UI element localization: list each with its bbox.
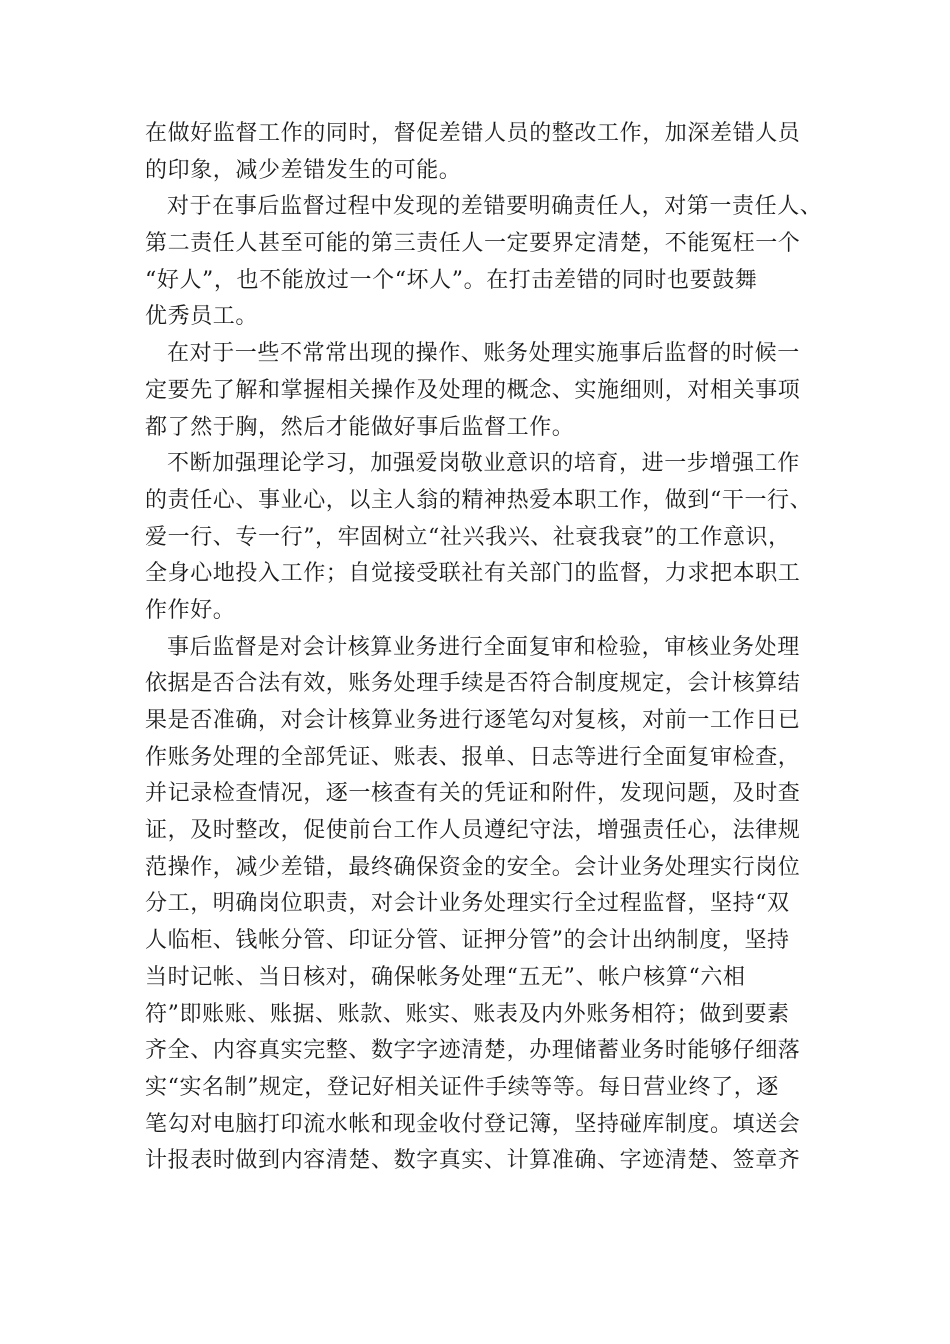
paragraph — [145, 336, 825, 446]
text-line: 符”即账账、账据、账款、账实、账表及内外账务相符；做到要素 — [145, 1001, 790, 1027]
text-line: 证，及时整改，促使前台工作人员遵纪守法，增强责任心，法律规 — [145, 818, 801, 844]
text-line: 事后监督是对会计核算业务进行全面复审和检验，审核业务处理 — [167, 634, 800, 660]
text-line: 人临柜、钱帐分管、印证分管、证押分管”的会计出纳制度，坚持 — [145, 928, 790, 954]
text-line: 全身心地投入工作；自觉接受联社有关部门的监督，力求把本职工 — [145, 561, 801, 587]
text-line: 分工，明确岗位职责，对会计业务处理实行全过程监督，坚持“双 — [145, 891, 790, 917]
text-line: 爱一行、专一行”，牢固树立“社兴我兴、社衰我衰”的工作意识， — [145, 524, 791, 550]
text-line: 实“实名制”规定，登记好相关证件手续等等。每日营业终了，逐 — [145, 1074, 779, 1100]
text-line: 对于在事后监督过程中发现的差错要明确责任人，对第一责任人、 — [167, 194, 823, 220]
text-line: 依据是否合法有效，账务处理手续是否符合制度规定，会计核算结 — [145, 671, 801, 697]
text-line: 果是否准确，对会计核算业务进行逐笔勾对复核，对前一工作日已 — [145, 708, 801, 733]
paragraph — [145, 446, 825, 629]
text-line: 笔勾对电脑打印流水帐和现金收付登记簿，坚持碰库制度。填送会 — [145, 1111, 801, 1137]
text-line: 在做好监督工作的同时，督促差错人员的整改工作，加深差错人员 — [145, 121, 801, 146]
text-line: 作作好。 — [145, 597, 236, 623]
text-line: 在对于一些不常常出现的操作、账务处理实施事后监督的时候一 — [167, 341, 800, 367]
text-line: 作账务处理的全部凭证、账表、报单、日志等进行全面复审检查， — [145, 744, 801, 770]
text-line: 不断加强理论学习，加强爱岗敬业意识的培育，进一步增强工作 — [167, 451, 800, 477]
text-line: “好人”，也不能放过一个“坏人”。在打击差错的同时也要鼓舞 — [145, 267, 758, 293]
text-line: 范操作，减少差错，最终确保资金的安全。会计业务处理实行岗位 — [145, 854, 801, 880]
text-line: 的责任心、事业心，以主人翁的精神热爱本职工作，做到“干一行、 — [145, 487, 813, 513]
text-line: 齐全、内容真实完整、数字字迹清楚，办理储蓄业务时能够仔细落 — [145, 1038, 801, 1064]
text-line: 第二责任人甚至可能的第三责任人一定要界定清楚，不能冤枉一个 — [145, 231, 801, 257]
paragraph — [145, 116, 825, 189]
paragraph — [145, 189, 825, 336]
text-line: 优秀员工。 — [145, 304, 259, 330]
text-line: 的印象，减少差错发生的可能。 — [145, 157, 462, 183]
text-line: 定要先了解和掌握相关操作及处理的概念、实施细则，对相关事项 — [145, 377, 801, 403]
text-line: 并记录检查情况，逐一核查有关的凭证和附件，发现问题，及时查 — [145, 781, 801, 807]
text-line: 都了然于胸，然后才能做好事后监督工作。 — [145, 414, 575, 440]
document-body — [145, 116, 825, 1180]
text-line: 当时记帐、当日核对，确保帐务处理“五无”、帐户核算“六相 — [145, 964, 746, 990]
text-line: 计报表时做到内容清楚、数字真实、计算准确、字迹清楚、签章齐 — [145, 1148, 801, 1174]
paragraph — [145, 630, 825, 1180]
